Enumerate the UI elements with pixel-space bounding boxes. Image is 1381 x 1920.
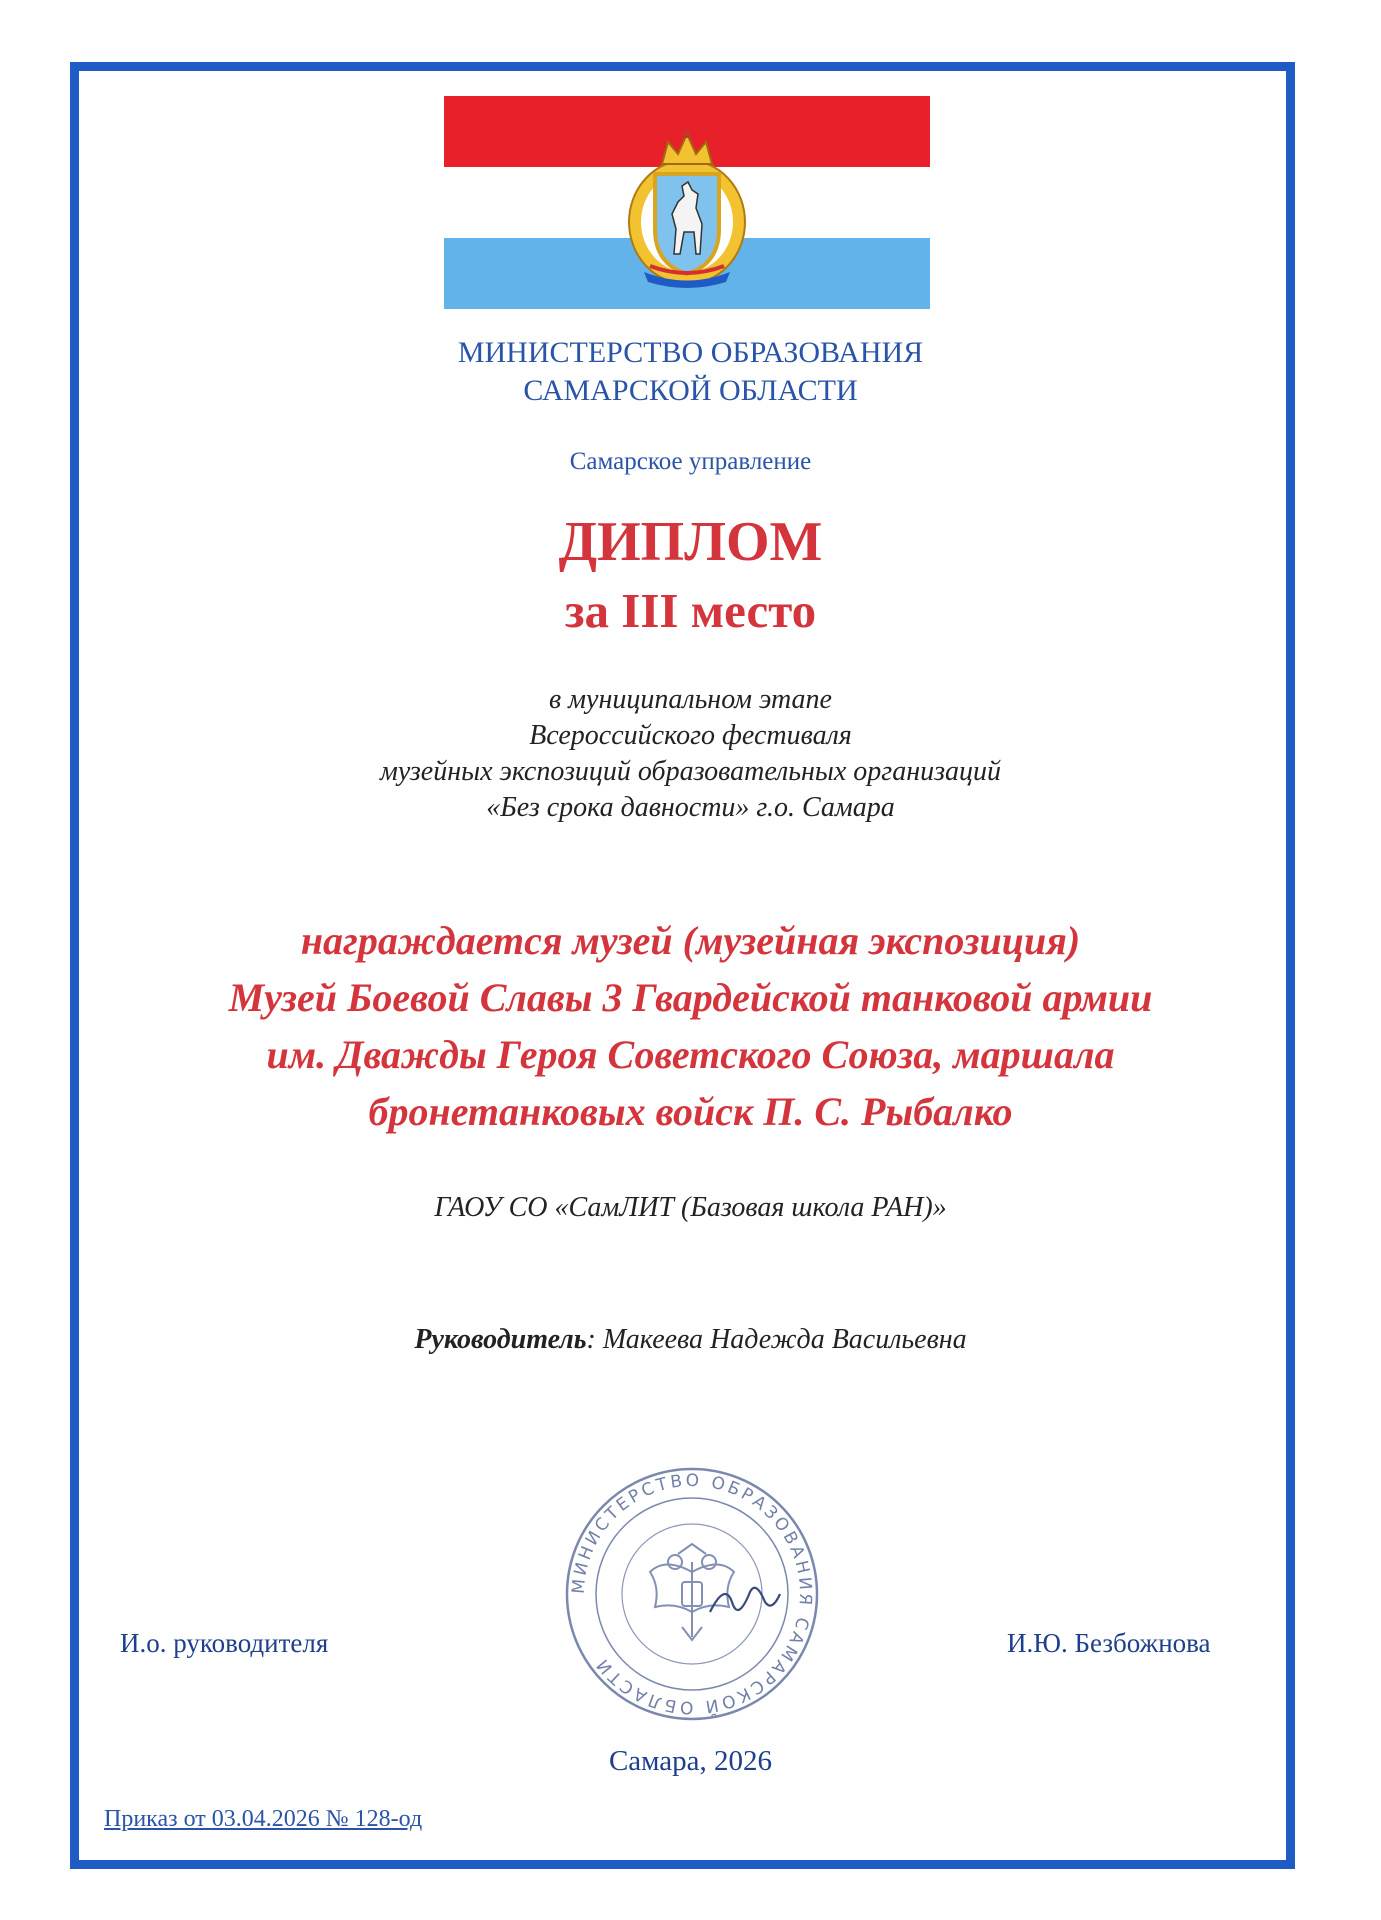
event-description	[0, 682, 1381, 826]
leader-separator: :	[586, 1324, 596, 1355]
city-year: Самара, 2026	[608, 1745, 773, 1777]
signatory-name: И.Ю. Безбожнова	[1007, 1628, 1211, 1658]
award-text	[0, 912, 1381, 1140]
award-line-4: бронетанковых войск П. С. Рыбалко	[368, 1089, 1013, 1134]
official-seal-icon	[560, 1462, 824, 1726]
leader-line	[0, 1324, 1381, 1356]
award-line-1: награждается музей (музейная экспозиция)	[300, 918, 1081, 963]
ministry-line-2: САМАРСКОЙ ОБЛАСТИ	[523, 374, 858, 407]
department-name: Самарское управление	[569, 448, 812, 475]
leader-name: Макеева Надежда Васильевна	[602, 1324, 967, 1355]
event-line-2: Всероссийского фестиваля	[529, 720, 852, 751]
event-line-3: музейных экспозиций образовательных организаций	[379, 756, 1002, 787]
award-line-3: им. Дважды Героя Советского Союза, маршала	[266, 1032, 1115, 1077]
order-link[interactable]: Приказ от 03.04.2026 № 128-од	[104, 1806, 423, 1832]
ministry-header	[0, 334, 1381, 410]
award-line-2: Музей Боевой Славы 3 Гвардейской танковой армии	[228, 975, 1153, 1020]
school-name: ГАОУ СО «СамЛИТ (Базовая школа РАН)»	[434, 1192, 947, 1223]
event-line-1: в муниципальном этапе	[549, 684, 832, 715]
signatory-position: И.о. руководителя	[120, 1628, 329, 1658]
leader-label: Руководитель	[414, 1324, 587, 1355]
event-line-4: «Без срока давности» г.о. Самара	[486, 792, 895, 823]
ministry-line-1: МИНИСТЕРСТВО ОБРАЗОВАНИЯ	[457, 336, 924, 369]
coat-of-arms-icon	[622, 124, 752, 289]
diploma-place: за III место	[564, 583, 817, 638]
seal-ring-text: МИНИСТЕРСТВО ОБРАЗОВАНИЯ САМАРСКОЙ ОБЛАСТИ	[568, 1470, 816, 1718]
diploma-title: ДИПЛОМ	[558, 511, 823, 573]
